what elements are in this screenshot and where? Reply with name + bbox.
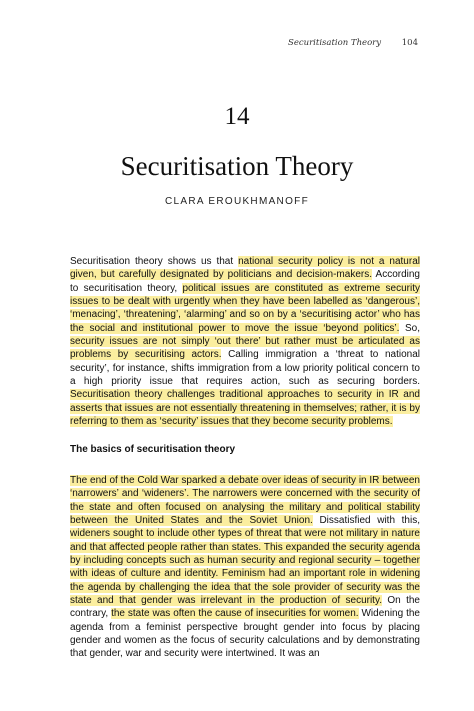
highlighted-text: The end of the Cold War sparked a debate over ideas of security in IR between ‘narrowers’ and ‘wideners’. The narrowers were concerned with the security of the state and often focused on analysing the military and political stability between the United States and the Soviet Union. (70, 475, 420, 527)
body-paragraph-2 (70, 474, 420, 661)
running-head (288, 38, 418, 48)
chapter-author: CLARA EROUKHMANOFF (165, 196, 309, 207)
text-segment: Securitisation theory shows us that (70, 256, 239, 267)
highlighted-text: the state was often the cause of insecurities for women. (111, 608, 359, 620)
chapter-title: Securitisation Theory (120, 151, 354, 181)
text-segment: Calling immigration a ‘threat to national security’, for instance, shifts immigration from a low priority political concern to a high priority issue that requires action, such as securing borders. (70, 349, 420, 388)
section-heading: The basics of securitisation theory (70, 444, 236, 455)
page-number: 104 (401, 38, 418, 48)
highlighted-text: wideners sought to include other types of threat that were not military in nature and that affected people rather than states. This expanded the security agenda by including concepts such as human security and regional security – together with ideas of culture and identity. Feminism had an important role in widening the agenda by challenging the idea that the sole provider of security was the state and that gender was irrelevant in the production of security. (70, 528, 420, 607)
highlighted-text: Securitisation theory challenges traditional approaches to security in IR and asserts that issues are not essentially threatening in themselves; rather, it is by referring to them as ‘security’ issues that they become security problems. (70, 389, 420, 428)
chapter-number: 14 (224, 103, 250, 130)
text-segment: According to securitisation theory, (70, 269, 420, 294)
highlighted-text: security issues are not simply ‘out there’ but rather must be articulated as problems by securitising actors. (70, 336, 420, 361)
text-segment: So, (399, 322, 420, 334)
text-segment: On the contrary, (70, 595, 420, 620)
text-segment: Dissatisfied with this, (312, 515, 420, 527)
highlighted-text: political issues are constituted as extreme security issues to be dealt with urgently when they have been labelled as ‘dangerous’, ‘menacing’, ‘threatening’, ‘alarming’ and so on by a ‘securitising actor’ who has the social and institutional power to move the issue ‘beyond politics’. (70, 282, 420, 334)
body-paragraph-1 (70, 255, 420, 428)
running-head-title: Securitisation Theory (288, 38, 382, 48)
highlighted-text: national security policy is not a natural given, but carefully designated by politicians and decision-makers. (70, 256, 420, 281)
text-segment: Widening the agenda from a feminist perspective brought gender into focus by placing gender and women as the focus of security calculations and by demonstrating that gender, war and security were intertwined. It was an (70, 608, 420, 660)
